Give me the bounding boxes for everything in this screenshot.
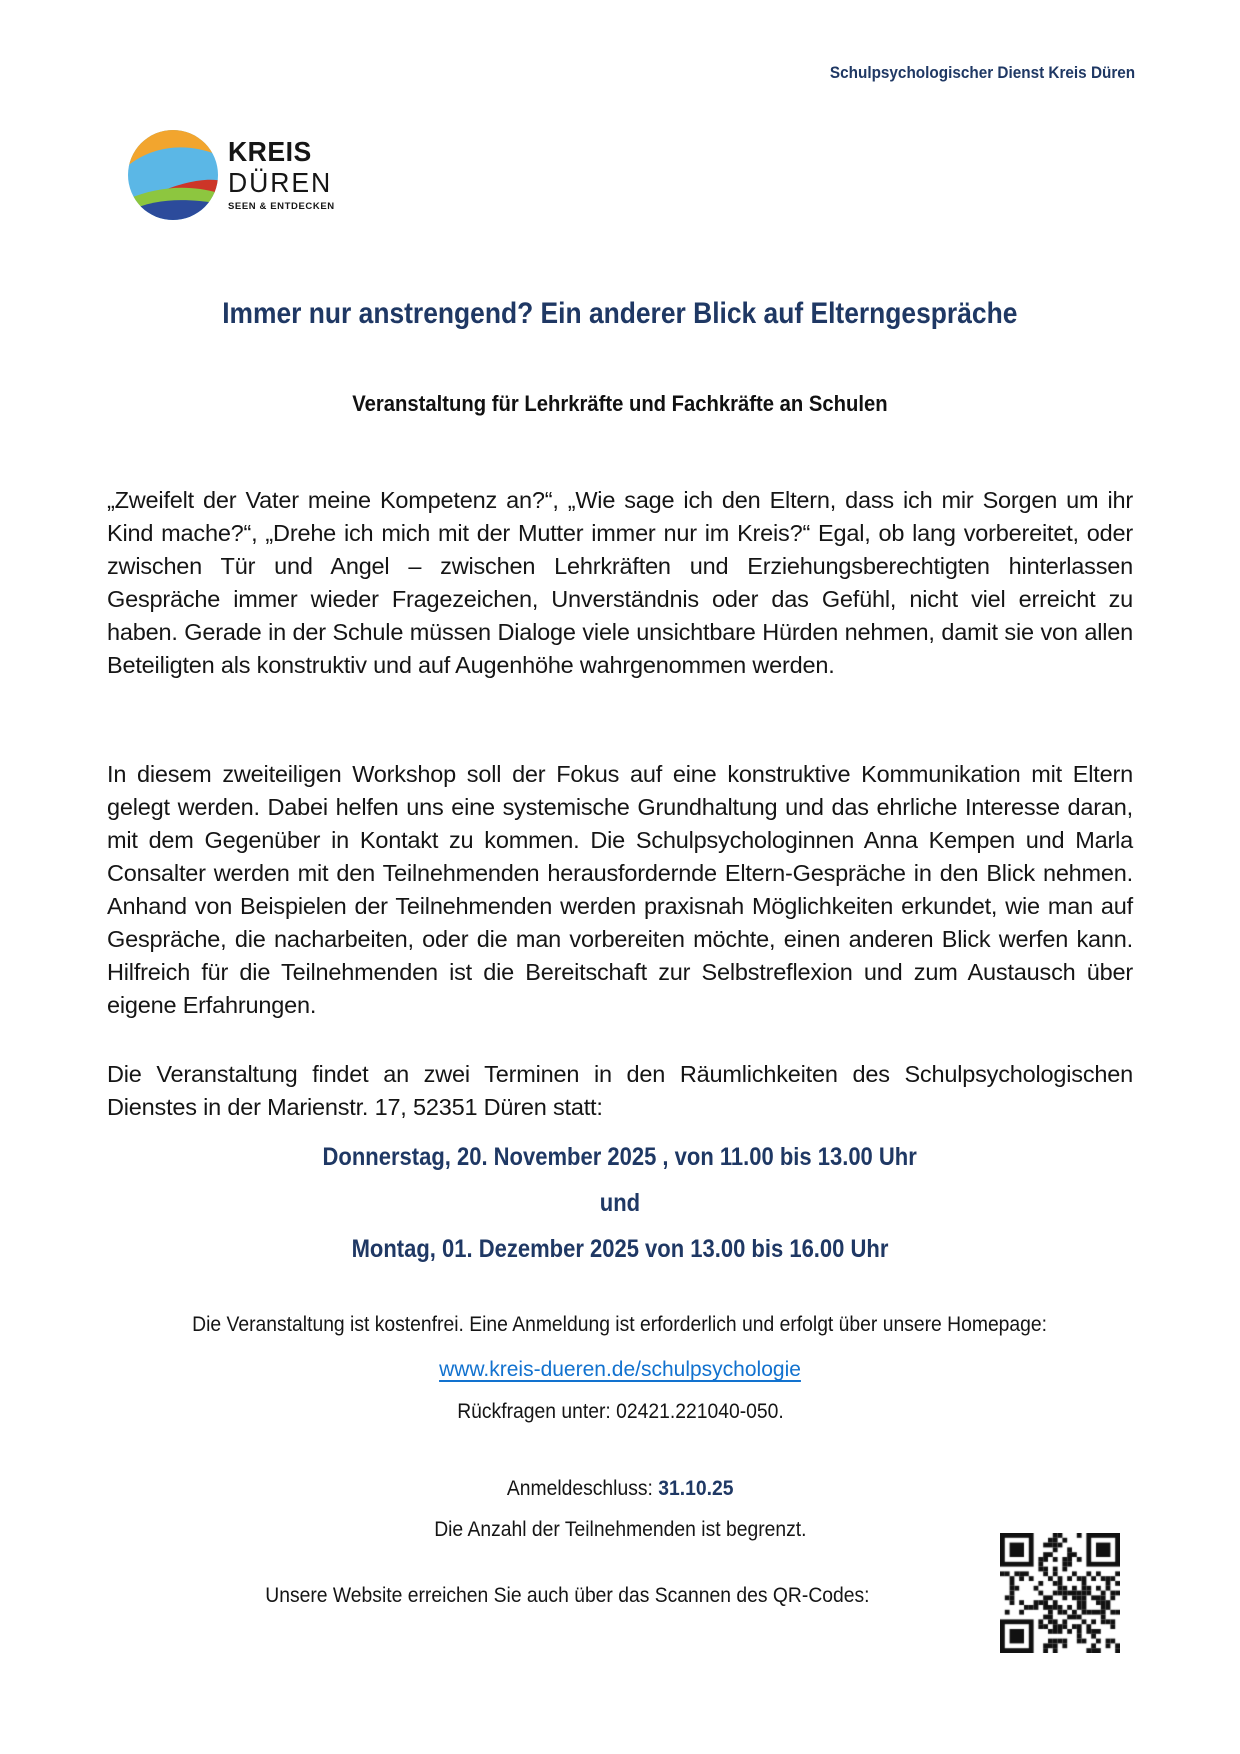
- kreis-dueren-logo: [128, 130, 338, 220]
- limited-participants-text: Die Anzahl der Teilnehmenden ist begrenzt.: [433, 1518, 807, 1541]
- logo-tagline: SEEN & ENTDECKEN: [228, 201, 335, 213]
- page-title-text: Immer nur anstrengend? Ein anderer Blick auf Elterngespräche: [222, 297, 1018, 330]
- deadline-label: Anmeldeschluss:: [506, 1477, 659, 1500]
- logo-wordmark-kreis: KREIS: [228, 136, 312, 168]
- event-date-first: [107, 1143, 1133, 1172]
- kreis-dueren-logo-icon: [128, 130, 218, 220]
- paragraph-location: Die Veranstaltung findet an zwei Terminen in den Räumlichkeiten des Schulpsychologischen Dienstes in der Marienstr. 17, 52351 Düren statt:: [107, 1060, 1133, 1120]
- event-date-first-text: Donnerstag, 20. November 2025 , von 11.00 bis 13.00 Uhr: [322, 1143, 918, 1171]
- logo-wordmark: [228, 138, 338, 212]
- phone-line: [107, 1400, 1133, 1424]
- event-date-second: [107, 1235, 1133, 1264]
- event-date-connector: [107, 1189, 1133, 1218]
- registration-info-text: Die Veranstaltung ist kostenfrei. Eine Anmeldung ist erforderlich und erfolgt über unsere Homepage:: [192, 1313, 1048, 1336]
- deadline-value: 31.10.25: [658, 1477, 734, 1500]
- logo-wordmark-dueren: DÜREN: [228, 167, 333, 199]
- homepage-link[interactable]: www.kreis-dueren.de/schulpsychologie: [439, 1358, 801, 1381]
- header-org-name: [796, 63, 1135, 83]
- deadline-line-text: [507, 1477, 734, 1501]
- qr-hint-text: Unsere Website erreichen Sie auch über das Scannen des QR-Codes:: [264, 1584, 870, 1607]
- event-date-second-text: Montag, 01. Dezember 2025 von 13.00 bis 16.00 Uhr: [351, 1235, 889, 1263]
- page-subtitle-text: Veranstaltung für Lehrkräfte und Fachkräfte an Schulen: [352, 391, 888, 416]
- homepage-link-line: [107, 1358, 1133, 1382]
- registration-info: [107, 1313, 1133, 1337]
- limited-participants-line: [107, 1518, 1133, 1542]
- page-subtitle: [107, 391, 1133, 417]
- paragraph-workshop: In diesem zweiteiligen Workshop soll der Fokus auf eine konstruktive Kommunikation mit Eltern gelegt werden. Dabei helfen uns eine systemische Grundhaltung und das ehrliche Interesse daran, mit dem Gegenüber in Kontakt zu kommen. Die Schulpsychologinnen Anna Kempen und Marla Consalter werden mit den Teilnehmenden herausfordernde Eltern-Gespräche in den Blick nehmen. Anhand von Beispielen der Teilnehmenden werden praxisnah Möglichkeiten erkundet, wie man auf Gespräche, die nacharbeiten, oder die man vorbereiten möchte, einen anderen Blick werfen kann. Hilfreich für die Teilnehmenden ist die Bereitschaft zur Selbstreflexion und zum Austausch über eigene Erfahrungen.: [107, 760, 1133, 1018]
- qr-hint-line: [107, 1584, 1027, 1608]
- event-date-connector-text: und: [599, 1189, 641, 1217]
- phone-line-text: Rückfragen unter: 02421.221040-050.: [456, 1400, 784, 1423]
- qr-code: [1000, 1533, 1120, 1653]
- header-org-name-text: Schulpsychologischer Dienst Kreis Düren: [829, 63, 1135, 82]
- page-title: [107, 297, 1133, 331]
- paragraph-intro: „Zweifelt der Vater meine Kompetenz an?“, „Wie sage ich den Eltern, dass ich mir Sorgen um ihr Kind mache?“, „Drehe ich mich mit der Mutter immer nur im Kreis?“ Egal, ob lang vorbereitet, oder zwischen Tür und Angel – zwischen Lehrkräften und Erziehungsberechtigten hinterlassen Gespräche immer wieder Fragezeichen, Unverständnis oder das Gefühl, nicht viel erreicht zu haben. Gerade in der Schule müssen Dialoge viele unsichtbare Hürden nehmen, damit sie von allen Beteiligten als konstruktiv und auf Augenhöhe wahrgenommen werden.: [107, 486, 1133, 678]
- deadline-line: [107, 1477, 1133, 1501]
